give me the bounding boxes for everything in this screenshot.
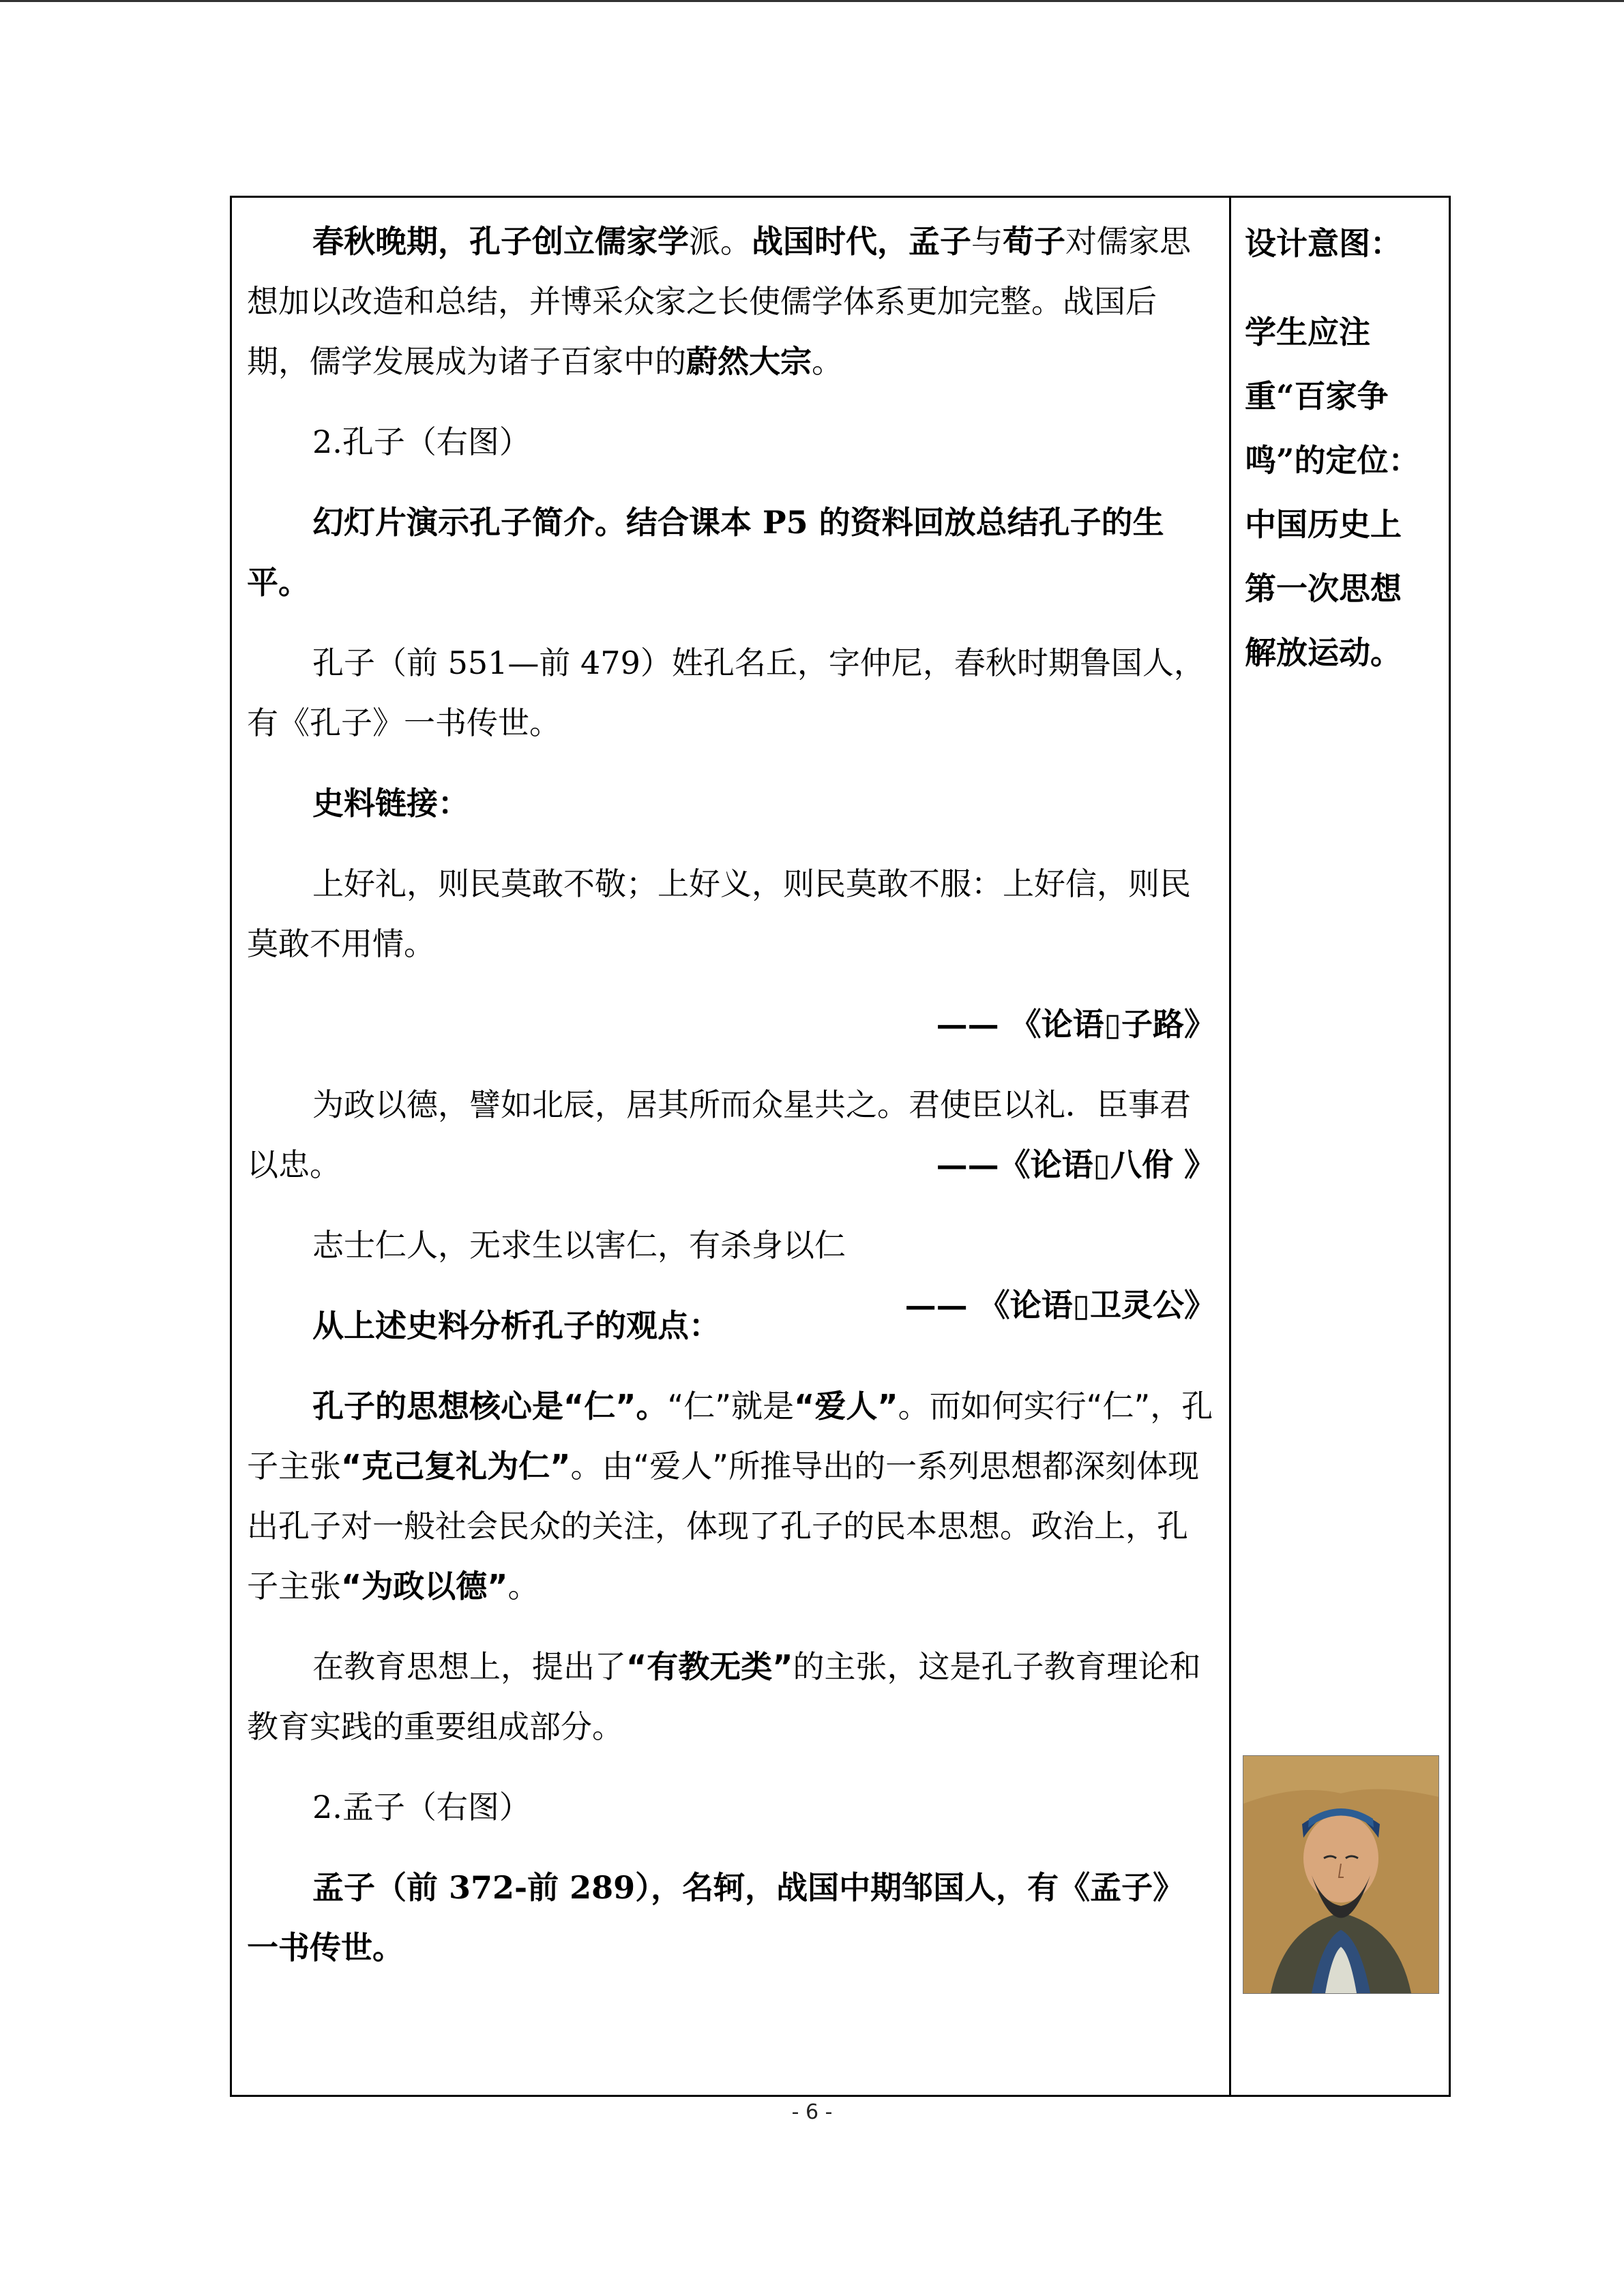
quote-2: [247, 1075, 1215, 1195]
edu-bold: “有教无类”: [626, 1648, 793, 1685]
intro-bold-4: 蔚然大宗: [686, 343, 812, 380]
design-intent-text: 学生应注重“百家争鸣”的定位：中国历史上第一次思想解放运动。: [1245, 314, 1420, 671]
edu-text-2: 的主张，这是孔子教育理论和教育实践的重要组成部分。: [247, 1648, 1201, 1745]
intro-bold-2: 战国时代，孟子: [752, 223, 971, 260]
intro-bold-1: 春秋晚期，孔子创立儒家学: [312, 223, 689, 260]
quote-3: [247, 1215, 1215, 1324]
ren-bold-3: “克己复礼为仁”: [341, 1448, 571, 1485]
design-intent-column: [1245, 211, 1429, 709]
confucius-bio: 孔子（前 551—前 479）姓孔名丘，字仲尼，春秋时期鲁国人，有《孔子》一书传世。: [247, 644, 1205, 741]
column-divider: [1229, 198, 1231, 2095]
source-link-title: 史料链接：: [312, 785, 469, 822]
ren-text-3: 。由“爱人”所推导出的一系列思想都深刻体现出孔子对一般社会民众的关注，体现了孔子的民本思想。政治上，孔子主张: [247, 1448, 1200, 1605]
ren-bold-4: “为政以德”: [341, 1568, 508, 1605]
analysis-title: 从上述史料分析孔子的观点：: [312, 1307, 720, 1344]
top-border-line: [0, 0, 1624, 2]
ren-text-1: “仁”就是: [667, 1388, 795, 1425]
intro-text-3: 对儒家思想加以改造和总结，并博采众家之长使儒学体系更加完整。战国后期，儒学发展成为诸子百家中的: [247, 223, 1191, 380]
intro-text-4: 。: [812, 343, 843, 380]
confucius-portrait-icon: [1243, 1755, 1439, 1994]
mencius-bio: 孟子（前 372-前 289），名轲，战国中期邹国人，有《孟子》一书传世。: [247, 1869, 1185, 1966]
quote-2-text: 为政以德，譬如北辰，居其所而众星共之。君使臣以礼．臣事君以忠。: [247, 1086, 1191, 1183]
intro-bold-3: 荀子: [1003, 223, 1065, 260]
quote-3-source: —— 《论语▯卫灵公》: [904, 1287, 1215, 1324]
quote-3-text: 志士仁人，无求生以害仁，有杀身以仁: [312, 1227, 846, 1264]
slide-note: 幻灯片演示孔子简介。结合课本 P5 的资料回放总结孔子的生平。: [247, 504, 1164, 601]
education-paragraph: [247, 1637, 1215, 1757]
section-heading-confucius: 2.孔子（右图）: [312, 423, 531, 460]
design-intent-title: 设计意图：: [1245, 225, 1402, 262]
ren-paragraph: [247, 1376, 1215, 1616]
intro-text-1: 派。: [689, 223, 752, 260]
edu-text-1: 在教育思想上，提出了: [312, 1648, 626, 1685]
quote-2-source: ——《论语▯八佾 》: [936, 1146, 1215, 1183]
lesson-table: [230, 196, 1451, 2097]
quote-1: 上好礼，则民莫敢不敬；上好义，则民莫敢不服：上好信，则民莫敢不用情。: [247, 865, 1191, 962]
quote-1-source: —— 《论语▯子路》: [936, 1006, 1215, 1043]
intro-text-2: 与: [971, 223, 1003, 260]
ren-text-2: 。而如何实行“仁”，孔子主张: [247, 1388, 1213, 1485]
page-number: - 6 -: [791, 2100, 833, 2124]
ren-text-4: 。: [507, 1568, 540, 1605]
section-heading-mencius: 2.孟子（右图）: [312, 1789, 531, 1825]
main-content-column: [247, 211, 1215, 1998]
intro-paragraph: [247, 211, 1215, 391]
ren-bold-2: “爱人”: [794, 1388, 898, 1425]
ren-bold-1: 孔子的思想核心是“仁”。: [312, 1388, 668, 1425]
